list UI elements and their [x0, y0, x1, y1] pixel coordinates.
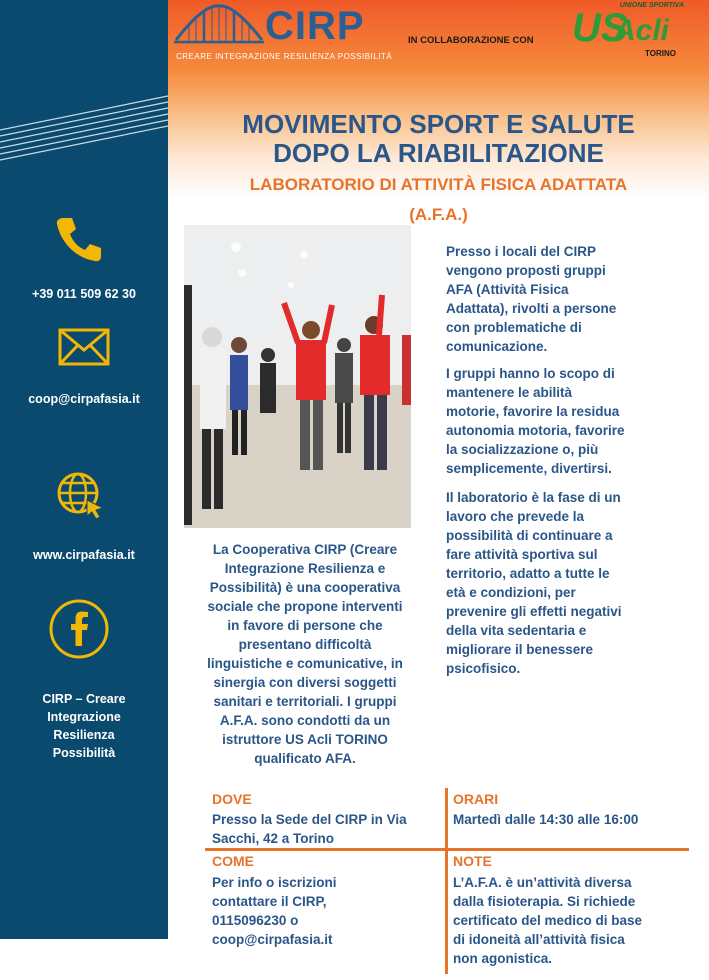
text-line: di idoneità all’attività fisica — [453, 932, 625, 947]
text-line: della vita sedentaria e — [446, 623, 587, 638]
text-line: Per info o iscrizioni — [212, 875, 337, 890]
note-label: NOTE — [453, 853, 492, 869]
org-line: Possibilità — [52, 746, 116, 760]
text-line: istruttore US Acli TORINO — [222, 732, 388, 747]
text-line: 0115096230 o — [212, 913, 299, 928]
org-name — [0, 690, 168, 762]
text-line: AFA (Attività Fisica — [446, 282, 569, 297]
org-line: Integrazione — [47, 710, 121, 724]
text-line: lavoro che prevede la — [446, 509, 585, 524]
laboratory-paragraph — [446, 488, 701, 678]
text-line: psicofisico. — [446, 661, 521, 676]
phone-number[interactable]: +39 011 509 62 30 — [32, 287, 136, 301]
text-line: Presso la Sede del CIRP in Via — [212, 812, 407, 827]
text-line: possibilità di continuare a — [446, 528, 613, 543]
text-line: Presso i locali del CIRP — [446, 244, 597, 259]
text-line: A.F.A. sono condotti da un — [219, 713, 391, 728]
come-label: COME — [212, 853, 254, 869]
text-line: con problematiche di — [446, 320, 582, 335]
text-line: autonomia motoria, favorire — [446, 423, 625, 438]
dove-label: DOVE — [212, 791, 252, 807]
photo-illustration — [184, 225, 411, 528]
text-line: certificato del medico di base — [453, 913, 643, 928]
text-line: Integrazione Resilienza e — [224, 561, 386, 576]
text-line: La Cooperativa CIRP (Creare — [212, 542, 398, 557]
partner-city: TORINO — [645, 49, 676, 58]
partner-mark: US — [572, 6, 628, 50]
collaboration-text: IN COLLABORAZIONE CON — [408, 35, 534, 46]
decorative-stripes — [0, 90, 168, 170]
orari-label: ORARI — [453, 791, 499, 807]
text-line: Possibilità) è una cooperativa — [209, 580, 401, 595]
text-line: Sacchi, 42 a Torino — [212, 831, 335, 846]
text-line: semplicemente, divertirsi. — [446, 461, 612, 476]
text-line: mantenere le abilità — [446, 385, 573, 400]
text-line: Il laboratorio è la fase di un — [446, 490, 621, 505]
come-text — [212, 873, 444, 949]
text-line: la socializzazione o, più — [446, 442, 599, 457]
cirp-tagline: CREARE INTEGRAZIONE RESILIENZA POSSIBILITÀ — [176, 52, 393, 61]
subtitle-line-2: (A.F.A.) — [409, 205, 468, 224]
note-text — [453, 873, 703, 968]
facebook-icon[interactable] — [48, 598, 110, 660]
text-line: territorio, adatto a tutte le — [446, 566, 610, 581]
text-line: Martedì dalle 14:30 alle 16:00 — [453, 812, 639, 827]
info-grid-vertical-divider — [445, 788, 448, 974]
cirp-bridge-logo — [174, 2, 264, 50]
text-line: dalla fisioterapia. Si richiede — [453, 894, 636, 909]
text-line: prevenire gli effetti negativi — [446, 604, 622, 619]
org-line: Resilienza — [53, 728, 115, 742]
text-line: non agonistica. — [453, 951, 553, 966]
text-line: Adattata), rivolti a persone — [446, 301, 617, 316]
text-line: vengono proposti gruppi — [446, 263, 606, 278]
sidebar — [0, 0, 168, 939]
envelope-icon — [58, 328, 110, 366]
text-line: contattare il CIRP, — [212, 894, 327, 909]
subtitle-line-1: LABORATORIO DI ATTIVITÀ FISICA ADATTATA — [249, 175, 628, 194]
email-address[interactable]: coop@cirpafasia.it — [28, 392, 140, 406]
cirp-logo-text: CIRP — [265, 4, 365, 48]
text-line: fare attività sportiva sul — [446, 547, 598, 562]
info-grid-horizontal-divider — [205, 848, 689, 851]
text-line: qualificato AFA. — [254, 751, 356, 766]
text-line: sanitari e territoriali. I gruppi — [213, 694, 397, 709]
us-acli-logo — [570, 2, 688, 62]
text-line: I gruppi hanno lo scopo di — [446, 366, 615, 381]
text-line: sinergia con diversi soggetti — [213, 675, 397, 690]
dove-text — [212, 810, 444, 848]
text-line: presentano difficoltà — [238, 637, 372, 652]
group-exercise-photo — [184, 225, 411, 528]
main-title-line-1: MOVIMENTO SPORT E SALUTE — [242, 109, 635, 139]
text-line: età e condizioni, per — [446, 585, 576, 600]
orari-text — [453, 810, 703, 829]
text-line: motorie, favorire la residua — [446, 404, 620, 419]
intro-paragraph — [446, 242, 701, 356]
cooperative-description — [180, 540, 430, 768]
website-url[interactable]: www.cirpafasia.it — [33, 548, 135, 562]
text-line: L’A.F.A. è un’attività diversa — [453, 875, 632, 890]
org-line: CIRP – Creare — [42, 692, 126, 706]
text-line: linguistiche e comunicative, in — [207, 656, 403, 671]
partner-top-text: UNIONE SPORTIVA — [619, 2, 684, 9]
goals-paragraph — [446, 364, 701, 478]
text-line: comunicazione. — [446, 339, 548, 354]
globe-cursor-icon — [55, 470, 107, 520]
main-title-line-2: DOPO LA RIABILITAZIONE — [273, 138, 604, 168]
partner-name: Acli — [614, 14, 670, 47]
phone-icon — [53, 214, 105, 264]
text-line[interactable]: coop@cirpafasia.it — [212, 932, 333, 947]
text-line: migliorare il benessere — [446, 642, 594, 657]
text-line: in favore di persone che — [227, 618, 383, 633]
text-line: sociale che propone interventi — [207, 599, 403, 614]
